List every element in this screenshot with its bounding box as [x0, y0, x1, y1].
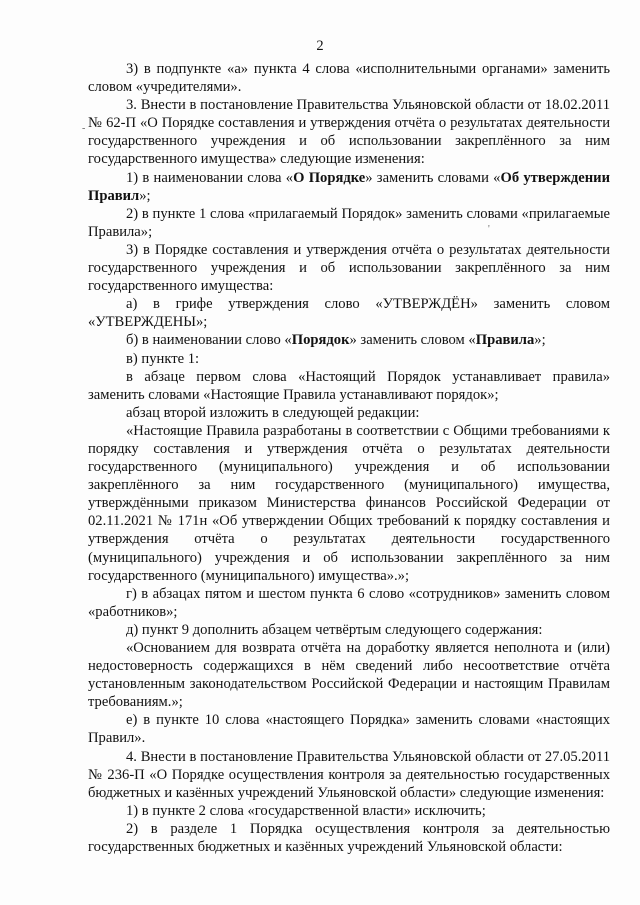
bold-text: Порядок: [291, 332, 350, 349]
text-run: 3) в подпункте «а» пункта 4 слова «исполнительными органами» заменить словом «учредителями».: [88, 61, 610, 96]
paragraph: [88, 585, 610, 621]
paragraph: [88, 802, 610, 820]
text-run: г) в абзацах пятом и шестом пункта 6 слово «сотрудников» заменить словом «работников»;: [88, 585, 610, 620]
paragraph: [88, 295, 610, 331]
text-run: а) в грифе утверждения слово «УТВЕРЖДЁН» заменить словом «УТВЕРЖДЕНЫ»;: [88, 296, 610, 331]
paragraph: [88, 639, 610, 711]
text-run: 1) в наименовании слова «: [126, 169, 294, 186]
page-number: 2: [316, 38, 324, 54]
paragraph: [88, 711, 610, 747]
bold-text: Правила: [475, 332, 535, 349]
text-run: »;: [534, 332, 546, 349]
text-run: 3. Внести в постановление Правительства Ульяновской области от 18.02.2011 № 62-П «О Порядке составления и утверждения отчёта о результатах деятельности государственного учреждения и об использовании закреплённого за ним государственного имущества» следующие изменения:: [88, 97, 610, 168]
paragraph: [88, 241, 610, 295]
paragraph: [88, 748, 610, 802]
text-run: е) в пункте 10 слова «настоящего Порядка» заменить словами «настоящих Правил».: [88, 712, 610, 747]
text-run: д) пункт 9 дополнить абзацем четвёртым следующего содержания:: [126, 621, 543, 638]
text-run: » заменить словом «: [349, 332, 476, 349]
paragraph: [88, 169, 610, 205]
text-run: 1) в пункте 2 слова «государственной власти» исключить;: [126, 802, 486, 819]
text-run: »;: [139, 187, 151, 204]
text-run: 2) в пункте 1 слова «прилагаемый Порядок» заменить словами «прилагаемые Правила»;: [88, 205, 610, 240]
paragraph: [88, 96, 610, 168]
paragraph: [88, 820, 610, 856]
paragraph: [88, 60, 610, 96]
bold-text: Об утверждении Правил: [88, 169, 610, 204]
bold-text: О Порядке: [293, 169, 366, 186]
text-run: 4. Внести в постановление Правительства Ульяновской области от 27.05.2011 № 236-П «О Порядке осуществления контроля за деятельностью государственных бюджетных и казённых учреждений Ульяновской области» следующие изменения:: [88, 748, 610, 801]
document-body: [88, 60, 610, 856]
paragraph: [88, 621, 610, 639]
paragraph: [88, 331, 610, 349]
paragraph: [88, 422, 610, 585]
paragraph: [88, 404, 610, 422]
text-run: «Основанием для возврата отчёта на доработку является неполнота и (или) недостоверность содержащихся в нём сведений либо несоответствие отчёта установленным законодательством Российской Федерации и настоящим Правилам требованиям.»;: [88, 640, 610, 711]
text-run: » заменить словами «: [365, 169, 501, 186]
text-run: в) пункте 1:: [126, 350, 200, 367]
text-run: в абзаце первом слова «Настоящий Порядок устанавливает правила» заменить словами «Настоящие Правила устанавливают порядок»;: [88, 368, 610, 403]
text-run: б) в наименовании слово «: [126, 332, 292, 349]
text-run: абзац второй изложить в следующей редакции:: [126, 404, 420, 421]
scan-artifact-mark: ': [488, 224, 490, 235]
scan-artifact-mark: -: [82, 123, 86, 134]
paragraph: [88, 205, 610, 241]
text-run: 2) в разделе 1 Порядка осуществления контроля за деятельностью государственных бюджетных и казённых учреждений Ульяновской области:: [88, 820, 610, 856]
text-run: «Настоящие Правила разработаны в соответствии с Общими требованиями к порядку составления и утверждения отчёта о результатах деятельности государственного (муниципального) учреждения и об использовании закреплённого за ним государственного (муниципального) имущества, утверждёнными приказом Министерства финансов Российской Федерации от 02.11.2021 № 171н «Об утверждении Общих требований к порядку составления и утверждения отчёта о результатах деятельности государственного (муниципального) учреждения и об использовании закреплённого за ним государственного (муниципального) имущества».»;: [88, 422, 610, 584]
paragraph: [88, 350, 610, 368]
paragraph: [88, 368, 610, 404]
text-run: 3) в Порядке составления и утверждения отчёта о результатах деятельности государственного учреждения и об использовании закреплённого за ним государственного имущества:: [88, 241, 610, 295]
